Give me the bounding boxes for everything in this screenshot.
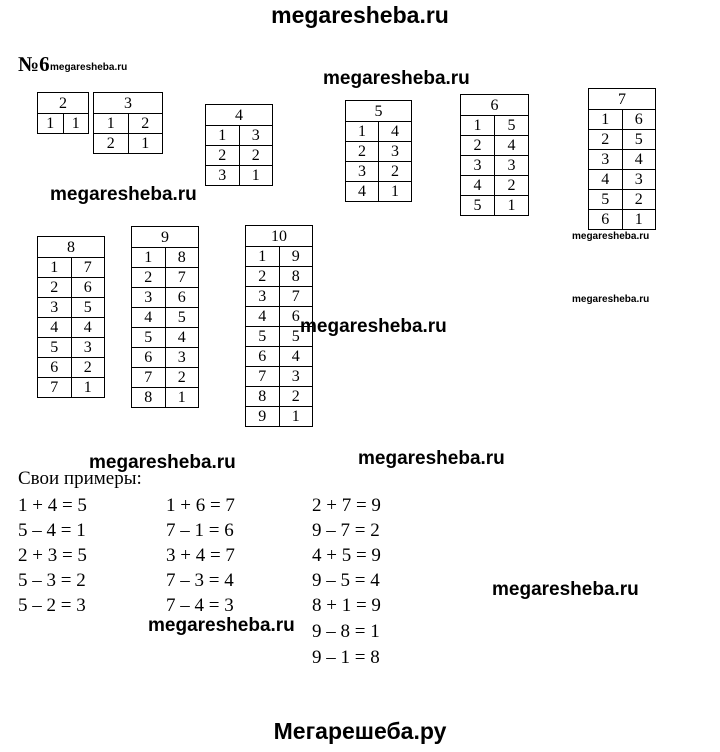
table-4 [205,104,273,186]
table-row: 1 7 [38,258,105,278]
examples-heading: Свои примеры: [18,468,142,489]
table-row: 1 3 [206,126,273,146]
table-row: 1 6 [589,110,656,130]
table-row: 1 9 [246,247,313,267]
table-row: 4 4 [38,318,105,338]
table-row: 3 7 [246,287,313,307]
table-row: 5 4 [132,328,199,348]
example-equation: 9 – 7 = 2 [312,520,380,541]
table-header: 7 [589,89,656,110]
table-2 [37,92,89,134]
task-number: №6 [18,52,50,76]
table-row: 5 2 [589,190,656,210]
table-header: 2 [38,93,89,114]
table-row: 2 8 [246,267,313,287]
example-equation: 5 – 3 = 2 [18,570,86,591]
example-equation: 7 – 3 = 4 [166,570,234,591]
table-row: 8 2 [246,387,313,407]
table-row: 5 5 [246,327,313,347]
table-row: 7 3 [246,367,313,387]
example-equation: 7 – 4 = 3 [166,595,234,616]
table-header: 5 [346,101,412,122]
table-row: 3 2 [346,162,412,182]
table-row: 2 6 [38,278,105,298]
watermark: megaresheba.ru [89,452,236,473]
site-title: megaresheba.ru [271,2,449,28]
table-header: 10 [246,226,313,247]
table-row: 6 1 [589,210,656,230]
example-equation: 9 – 8 = 1 [312,621,380,642]
watermark: megaresheba.ru [323,68,470,89]
example-equation: 1 + 4 = 5 [18,495,87,516]
table-row: 4 6 [246,307,313,327]
table-row: 4 3 [589,170,656,190]
footer-title: Мегарешеба.ру [273,718,447,744]
table-row: 2 1 [94,134,163,154]
table-row: 8 1 [132,388,199,408]
table-row: 5 1 [461,196,529,216]
table-row: 2 7 [132,268,199,288]
example-equation: 1 + 6 = 7 [166,495,235,516]
table-row: 1 4 [346,122,412,142]
example-equation: 2 + 7 = 9 [312,495,381,516]
table-row: 3 4 [589,150,656,170]
example-equation: 8 + 1 = 9 [312,595,381,616]
table-row: 1 2 [94,114,163,134]
table-row: 2 5 [589,130,656,150]
table-row: 2 4 [461,136,529,156]
table-row: 4 2 [461,176,529,196]
table-8 [37,236,105,398]
table-row: 3 5 [38,298,105,318]
watermark: megaresheba.ru [50,62,128,73]
watermark: megaresheba.ru [300,316,447,337]
table-row: 6 2 [38,358,105,378]
table-row: 6 4 [246,347,313,367]
table-header: 4 [206,105,273,126]
table-header: 9 [132,227,199,248]
table-row: 5 3 [38,338,105,358]
table-row: 2 3 [346,142,412,162]
watermark: megaresheba.ru [148,615,295,636]
table-header: 3 [94,93,163,114]
example-equation: 2 + 3 = 5 [18,545,87,566]
example-equation: 5 – 4 = 1 [18,520,86,541]
table-row: 1 1 [38,114,89,134]
table-row: 1 5 [461,116,529,136]
table-row: 3 3 [461,156,529,176]
table-row: 3 1 [206,166,273,186]
example-equation: 9 – 5 = 4 [312,570,380,591]
table-row: 4 5 [132,308,199,328]
table-header: 8 [38,237,105,258]
example-equation: 4 + 5 = 9 [312,545,381,566]
table-7 [588,88,656,230]
table-row: 7 1 [38,378,105,398]
table-3 [93,92,163,154]
table-6 [460,94,529,216]
table-row: 9 1 [246,407,313,427]
example-equation: 9 – 1 = 8 [312,647,380,668]
watermark: megaresheba.ru [572,294,650,305]
table-row: 2 2 [206,146,273,166]
table-header: 6 [461,95,529,116]
table-5 [345,100,412,202]
watermark: megaresheba.ru [492,579,639,600]
example-equation: 5 – 2 = 3 [18,595,86,616]
table-row: 4 1 [346,182,412,202]
example-equation: 3 + 4 = 7 [166,545,235,566]
table-row: 1 8 [132,248,199,268]
watermark: megaresheba.ru [50,184,197,205]
table-9 [131,226,199,408]
table-row: 3 6 [132,288,199,308]
watermark: megaresheba.ru [358,448,505,469]
table-row: 7 2 [132,368,199,388]
example-equation: 7 – 1 = 6 [166,520,234,541]
watermark: megaresheba.ru [572,231,650,242]
table-row: 6 3 [132,348,199,368]
